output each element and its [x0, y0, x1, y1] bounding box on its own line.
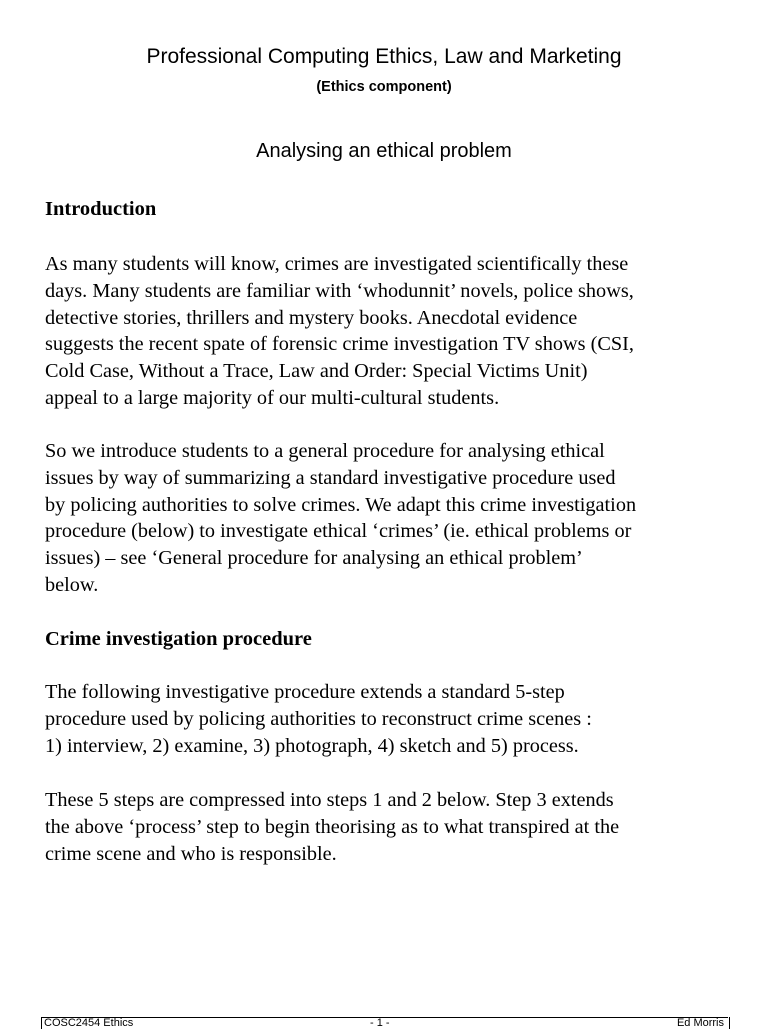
paragraph-line: Cold Case, Without a Trace, Law and Order: Special Victims Unit) — [45, 360, 588, 383]
paragraph-line: issues) – see ‘General procedure for analysing an ethical problem’ — [45, 547, 583, 570]
paragraph-line: These 5 steps are compressed into steps 1 and 2 below. Step 3 extends — [45, 789, 614, 811]
footer-author: Ed Morris — [676, 1017, 724, 1029]
paragraph-line: procedure used by policing authorities to reconstruct crime scenes : — [45, 707, 592, 730]
document-subtitle: (Ethics component) — [316, 79, 452, 95]
paragraph-line: 1) interview, 2) examine, 3) photograph, 4) sketch and 5) process. — [45, 734, 579, 757]
crime-procedure-paragraph-2 — [45, 787, 735, 867]
paragraph-line: As many students will know, crimes are investigated scientifically these — [45, 253, 629, 275]
paragraph-line: So we introduce students to a general procedure for analysing ethical — [45, 440, 605, 462]
paragraph-line: procedure (below) to investigate ethical ‘crimes’ (ie. ethical problems or — [45, 520, 632, 543]
document-title: Professional Computing Ethics, Law and Marketing — [146, 45, 622, 68]
paragraph-line: crime scene and who is responsible. — [45, 842, 337, 865]
introduction-heading: Introduction — [45, 198, 157, 220]
document-heading: Analysing an ethical problem — [256, 140, 512, 162]
paragraph-line: issues by way of summarizing a standard investigative procedure used — [45, 466, 616, 489]
paragraph-line: below. — [45, 573, 99, 596]
paragraph-line: detective stories, thrillers and mystery books. Anecdotal evidence — [45, 306, 578, 329]
introduction-paragraph-1 — [45, 251, 735, 412]
crime-procedure-paragraph-1 — [45, 679, 735, 759]
paragraph-line: The following investigative procedure extends a standard 5-step — [45, 681, 565, 703]
paragraph-line: appeal to a large majority of our multi-cultural students. — [45, 386, 500, 409]
paragraph-line: suggests the recent spate of forensic crime investigation TV shows (CSI, — [45, 333, 634, 356]
paragraph-line: days. Many students are familiar with ‘whodunnit’ novels, police shows, — [45, 279, 634, 302]
footer-page-number: - 1 - — [370, 1017, 390, 1029]
introduction-paragraph-2 — [45, 438, 735, 599]
footer-course-code: COSC2454 Ethics — [44, 1017, 134, 1029]
paragraph-line: the above ‘process’ step to begin theorising as to what transpired at the — [45, 815, 620, 838]
paragraph-line: by policing authorities to solve crimes. We adapt this crime investigation — [45, 493, 637, 516]
crime-procedure-heading: Crime investigation procedure — [45, 628, 312, 650]
